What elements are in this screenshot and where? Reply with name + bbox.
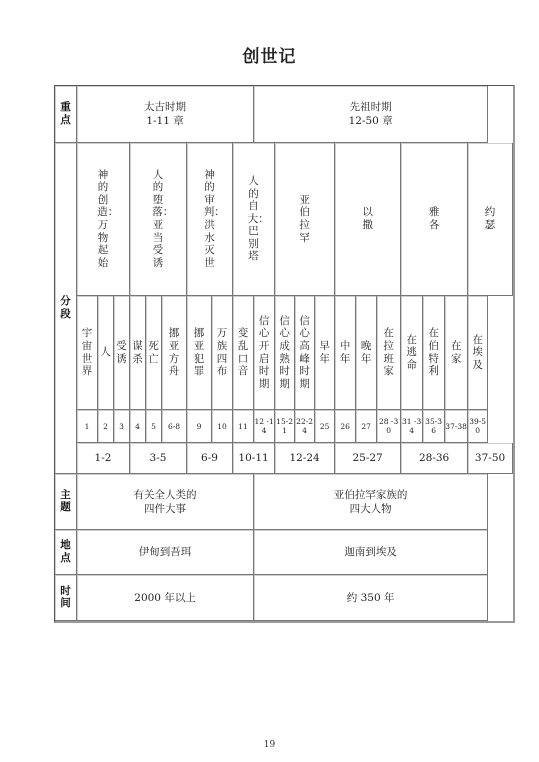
row-label-time: 时间	[55, 575, 77, 621]
subsection-cell: 在伯特利	[423, 296, 445, 410]
time-patriarchal: 约 350 年	[254, 575, 488, 621]
section-cell	[130, 143, 187, 296]
chapter-number: 28 -30	[377, 410, 401, 443]
chapter-range: 3-5	[130, 443, 187, 474]
chapter-number: 35-36	[423, 410, 445, 443]
subsection-cell: 中年	[335, 296, 356, 410]
theme-row	[55, 474, 513, 530]
subsection-cell: 谋杀	[130, 296, 146, 410]
subsection-cell: 变乱口音	[233, 296, 254, 410]
chapter-number: 11	[233, 410, 254, 443]
chapter-number: 4	[130, 410, 146, 443]
section-cell	[401, 143, 468, 296]
subsections-row	[55, 296, 513, 410]
subsection-cell: 挪亚犯罪	[187, 296, 212, 410]
chapter-range: 28-36	[401, 443, 468, 474]
subsection-cell: 信心高峰时期	[295, 296, 315, 410]
place-row	[55, 530, 513, 575]
chapter-number: 6-8	[162, 410, 187, 443]
section-text: 以撒	[362, 206, 373, 231]
section-cell	[233, 143, 275, 296]
period-name: 太古时期	[144, 101, 187, 113]
chapter-number: 10	[212, 410, 233, 443]
section-cell	[335, 143, 401, 296]
subsection-cell: 在逃命	[401, 296, 423, 410]
chapter-ranges-row	[55, 443, 513, 474]
chapter-range: 10-11	[233, 443, 275, 474]
chapter-range: 6-9	[187, 443, 233, 474]
chapter-number: 12 -14	[254, 410, 275, 443]
period-chapters: 1-11 章	[146, 115, 184, 127]
row-label-theme: 主题	[55, 474, 77, 530]
sections-row	[55, 143, 513, 296]
section-text: 人的堕落：亚当受诱	[152, 168, 174, 269]
page-title: 创世记	[242, 47, 297, 67]
subsection-cell: 在埃及	[468, 296, 488, 410]
section-cell	[468, 143, 513, 296]
focus-row	[55, 86, 513, 143]
period-patriarchal	[254, 86, 488, 143]
subsection-cell: 在拉班家	[377, 296, 401, 410]
subsection-cell: 受诱	[114, 296, 130, 410]
section-text: 雅各	[428, 206, 440, 231]
section-text: 亚伯拉罕	[299, 193, 310, 244]
theme-patriarchal: 亚伯拉罕家族的 四大人物	[254, 474, 488, 530]
place-primeval: 伊甸到吾珥	[77, 530, 254, 575]
subsection-cell: 早年	[315, 296, 335, 410]
subsection-cell: 宇宙世界	[77, 296, 98, 410]
subsection-cell: 信心开启时期	[254, 296, 275, 410]
subsection-cell: 信心成熟时期	[275, 296, 295, 410]
chapter-number: 9	[187, 410, 212, 443]
chapter-range: 25-27	[335, 443, 401, 474]
chapter-number: 37-38	[445, 410, 468, 443]
period-primeval	[77, 86, 254, 143]
row-label-division: 分段	[55, 143, 77, 474]
subsection-cell: 万族四布	[212, 296, 233, 410]
subsection-cell: 死亡	[146, 296, 162, 410]
theme-primeval: 有关全人类的 四件大事	[77, 474, 254, 530]
chapter-number: 2	[98, 410, 114, 443]
subsection-cell: 晚年	[356, 296, 377, 410]
chapter-number: 5	[146, 410, 162, 443]
row-label-place: 地点	[55, 530, 77, 575]
chapter-number: 31 -34	[401, 410, 423, 443]
section-text: 神的审判：洪水灭世	[203, 168, 225, 269]
subsection-cell: 在家	[445, 296, 468, 410]
chapter-number: 39-50	[468, 410, 488, 443]
page-number: 19	[263, 740, 276, 750]
chapter-number: 27	[356, 410, 377, 443]
section-cell	[187, 143, 233, 296]
chapter-number: 1	[77, 410, 98, 443]
time-primeval: 2000 年以上	[77, 575, 254, 621]
period-chapters: 12-50 章	[348, 115, 393, 127]
chapter-number: 3	[114, 410, 130, 443]
chapter-number: 22-24	[295, 410, 315, 443]
section-cell	[275, 143, 335, 296]
row-label-focus: 重点	[55, 86, 77, 143]
time-row	[55, 575, 513, 621]
chapter-number: 25	[315, 410, 335, 443]
section-cell	[77, 143, 130, 296]
section-text: 约瑟	[484, 206, 496, 231]
subsection-cell: 人	[98, 296, 114, 410]
chapter-number: 15-21	[275, 410, 295, 443]
genesis-outline-table	[54, 85, 515, 623]
place-patriarchal: 迦南到埃及	[254, 530, 488, 575]
chapter-numbers-row	[55, 410, 513, 443]
period-name: 先祖时期	[349, 101, 392, 113]
chapter-range: 1-2	[77, 443, 130, 474]
section-text: 人的自大：巴别塔	[247, 174, 269, 263]
section-text: 神的创造：万物起始	[97, 168, 119, 269]
chapter-range: 37-50	[468, 443, 513, 474]
chapter-number: 26	[335, 410, 356, 443]
chapter-range: 12-24	[275, 443, 335, 474]
subsection-cell: 挪亚方舟	[162, 296, 187, 410]
